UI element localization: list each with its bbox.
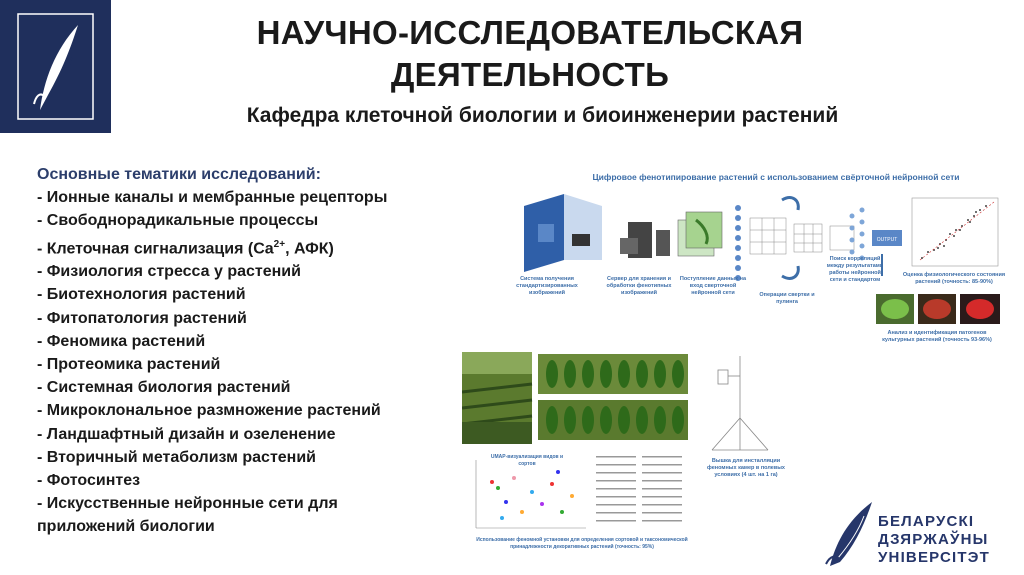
topics-heading: Основные тематики исследований: <box>37 166 321 183</box>
topic-item: - Микроклональное размножение растений <box>37 402 381 420</box>
server-icon <box>620 222 670 258</box>
umap-title: UMAP-визуализация видов и сортов <box>490 454 564 467</box>
cnn-phenotyping-figure <box>510 164 1015 354</box>
figure1-title: Цифровое фенотипирование растений с использованием свёрточной нейронной сети <box>592 172 960 182</box>
feather-logo-icon <box>0 0 111 133</box>
plant-strip-photos <box>538 354 688 440</box>
topic-item: - Системная биология растений <box>37 379 291 397</box>
topic-item: - Биотехнология растений <box>37 286 246 304</box>
convolution-grid-icon <box>750 218 854 254</box>
topic-item: - Ионные каналы и мембранные рецепторы <box>37 189 388 207</box>
topic-item-text: - Клеточная сигнализация (Ca <box>37 239 274 257</box>
feather-emblem-icon <box>822 498 878 570</box>
title-line-1: НАУЧНО-ИССЛЕДОВАТЕЛЬСКАЯ <box>256 14 804 51</box>
topic-item-signaling <box>37 233 437 261</box>
topic-item-suffix: , АФК) <box>285 239 334 257</box>
title-line-2: ДЕЯТЕЛЬНОСТЬ <box>390 56 670 93</box>
topic-item: - Феномика растений <box>37 332 206 350</box>
topic-item: - Вторичный метаболизм растений <box>37 448 317 466</box>
field-photo <box>462 352 532 444</box>
topic-item: - Протеомика растений <box>37 355 221 373</box>
neuron-column-icon <box>735 205 741 281</box>
arrow-icon <box>782 266 798 278</box>
topic-item: - Искусственные нейронные сети для <box>37 495 338 513</box>
topic-superscript: 2+ <box>273 238 286 250</box>
camera-tower-icon <box>712 356 768 450</box>
caption-imaging: Система получения стандартизированных изображений <box>516 276 578 296</box>
university-name-line-1: БЕЛАРУСКІ <box>878 513 975 530</box>
topic-item: - Фотосинтез <box>37 471 141 489</box>
caption-convolution: Операции свертки и пулинга <box>759 292 815 305</box>
field-phenotyping-figure <box>462 352 802 550</box>
field-illustration <box>462 352 802 550</box>
university-name <box>878 513 990 567</box>
page-subtitle: Кафедра клеточной биологии и биоинженерии растений <box>246 104 839 127</box>
university-name-line-3: УНІВЕРСІТЭТ <box>878 549 990 566</box>
university-logo <box>0 0 111 133</box>
university-name-line-2: ДЗЯРЖАЎНЫ <box>878 531 989 548</box>
caption-physiology: Оценка физиологического состояния растений (точность: 85-90%) <box>902 272 1006 285</box>
topic-item: - Физиология стресса у растений <box>37 263 301 281</box>
field-caption: Использование феномной установки для определения сортовой и таксономической принадлежности декоративных растений (точность: 95%) <box>476 537 688 550</box>
topic-item: приложений биологии <box>37 518 215 536</box>
topic-item: - Свободнорадикальные процессы <box>37 212 319 230</box>
topic-item: - Фитопатология растений <box>37 309 247 327</box>
research-topics-list <box>37 163 437 539</box>
bsu-emblem <box>822 498 878 575</box>
arrow-icon <box>782 198 798 210</box>
pipeline-illustration <box>510 164 1015 354</box>
leaf-images <box>876 294 1000 324</box>
caption-pathogens: Анализ и идентификация патогенов культурных растений (точность 93-96%) <box>882 330 992 343</box>
imaging-system-icon <box>524 194 602 272</box>
umap-legend <box>596 456 682 522</box>
caption-server: Сервер для хранения и обработки фенотипных изображений <box>606 276 672 296</box>
caption-correlation: Поиск корреляций между результатами работы нейронной сети и стандартом <box>826 256 884 283</box>
output-label: OUTPUT <box>876 237 898 243</box>
caption-input: Поступление данных на вход сверточной нейронной сети <box>679 276 747 296</box>
correlation-scatter-plot <box>912 198 998 266</box>
topic-item: - Ландшафтный дизайн и озеленение <box>37 425 336 443</box>
camera-tower-caption: Вышка для инсталляции феномных камер в полевых условиях (4 шт. на 1 га) <box>707 458 785 478</box>
input-grid-icon <box>678 212 722 256</box>
page-title <box>180 12 880 96</box>
